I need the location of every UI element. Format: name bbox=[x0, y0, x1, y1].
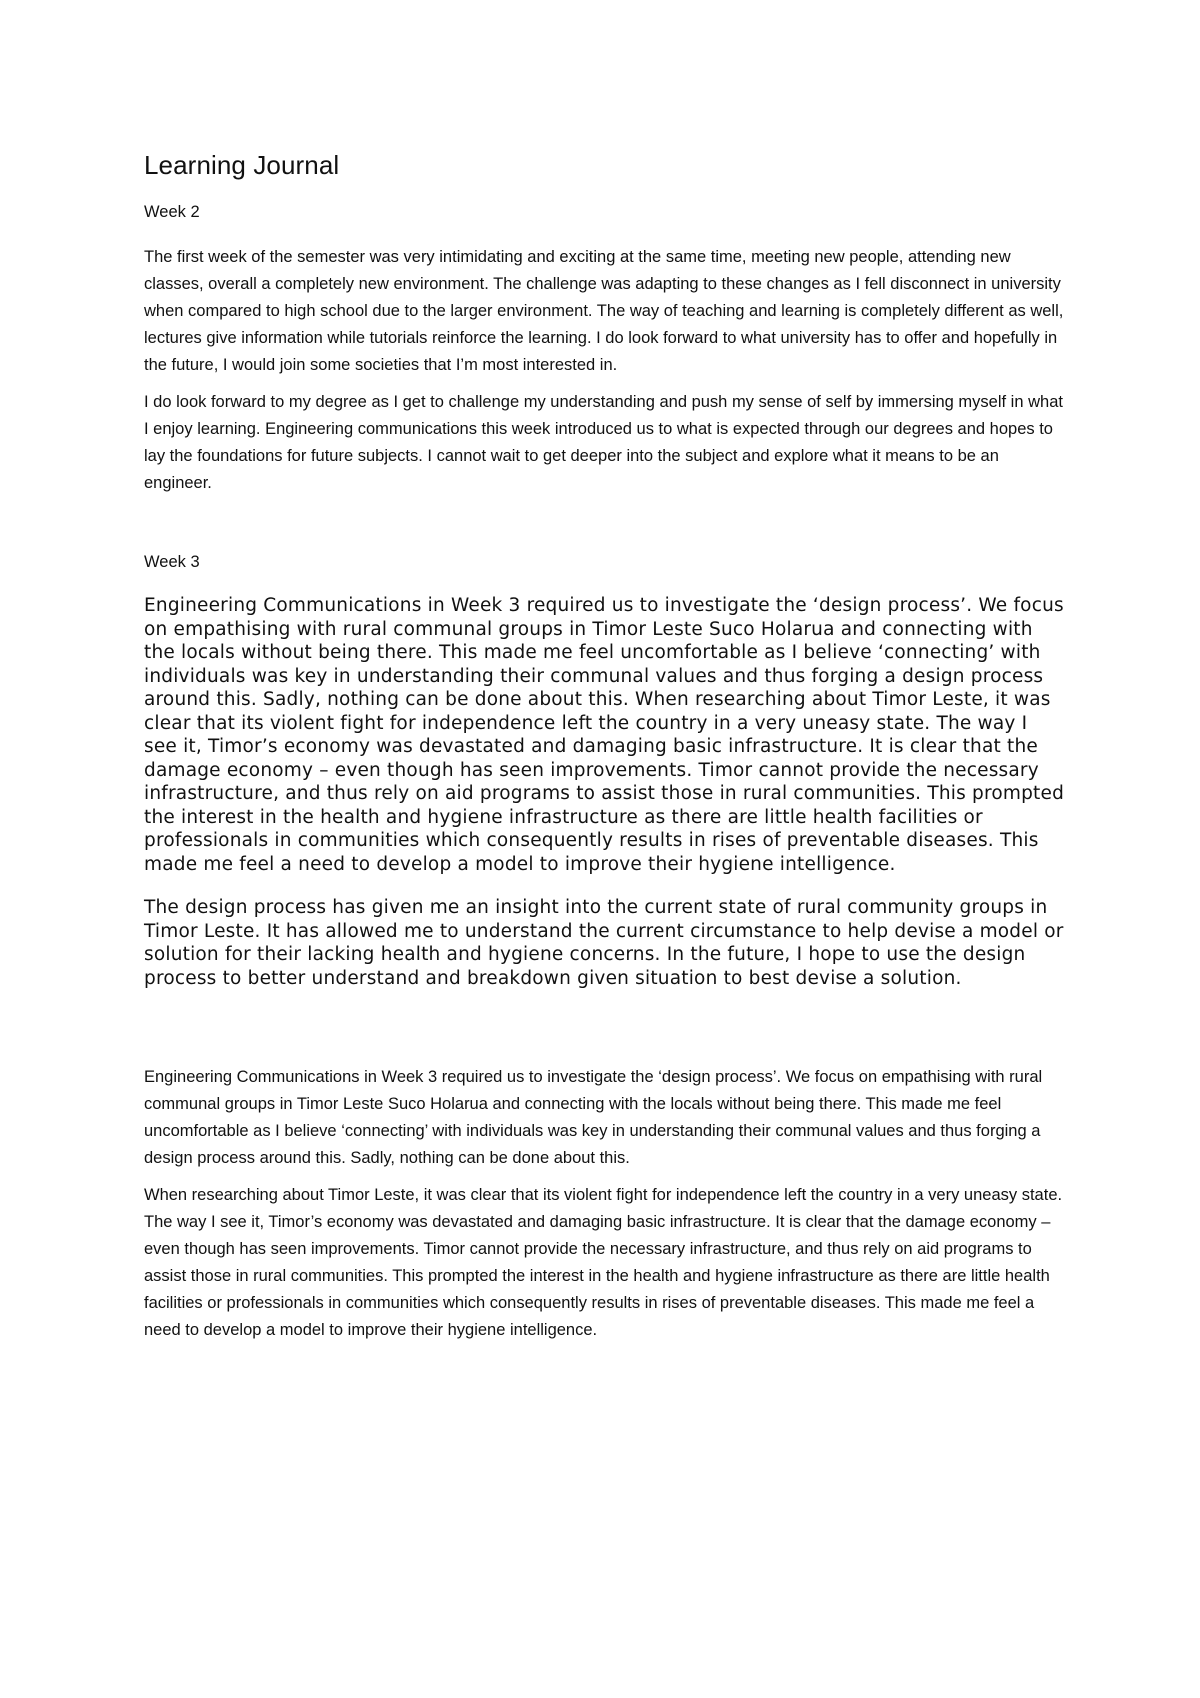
week-3-paragraph: The design process has given me an insight into the current state of rural community groups in Timor Leste. It has allowed me to understand the current circumstance to help devise a model or solution for their lacking health and hygiene concerns. In the future, I hope to use the design process to better understand and breakdown given situation to best devise a solution. bbox=[144, 897, 1064, 989]
week-2-paragraph: The first week of the semester was very intimidating and exciting at the same time, meeting new people, attending new classes, overall a completely new environment. The challenge was adapting to these changes as I fell disconnect in university when compared to high school due to the larger environment. The way of teaching and learning is completely different as well, lectures give information while tutorials reinforce the learning. I do look forward to what university has to offer and hopefully in the future, I would join some societies that I’m most interested in. bbox=[144, 248, 1064, 374]
week-2-paragraph: I do look forward to my degree as I get to challenge my understanding and push my sense of self by immersing myself in what I enjoy learning. Engineering communications this week introduced us to what is expected through our degrees and hopes to lay the foundations for future subjects. I cannot wait to get deeper into the subject and explore what it means to be an engineer. bbox=[144, 393, 1063, 492]
page-title: Learning Journal bbox=[144, 150, 340, 180]
spacer bbox=[144, 1010, 1064, 1064]
repeated-week-3-paragraph: When researching about Timor Leste, it was clear that its violent fight for independence left the country in a very uneasy state. The way I see it, Timor’s economy was devastated and damaging basic infrastructure. It is clear that the damage economy – even though has seen improvements. Timor cannot provide the necessary infrastructure, and thus rely on aid programs to assist those in rural communities. This prompted the interest in the health and hygiene infrastructure as there are little health facilities or professionals in communities which consequently results in rises of preventable diseases. This made me feel a need to develop a model to improve their hygiene intelligence. bbox=[144, 1186, 1063, 1339]
week-3-paragraph: Engineering Communications in Week 3 required us to investigate the ‘design process’. We focus on empathising with rural communal groups in Timor Leste Suco Holarua and connecting with the locals without being there. This made me feel uncomfortable as I believe ‘connecting’ with individuals was key in understanding their communal values and thus forging a design process around this. Sadly, nothing can be done about this. When researching about Timor Leste, it was clear that its violent fight for independence left the country in a very uneasy state. The way I see it, Timor’s economy was devastated and damaging basic infrastructure. It is clear that the damage economy – even though has seen improvements. Timor cannot provide the necessary infrastructure, and thus rely on aid programs to assist those in rural communities. This prompted the interest in the health and hygiene infrastructure as there are little health facilities or professionals in communities which consequently results in rises of preventable diseases. This made me feel a need to develop a model to improve their hygiene intelligence. bbox=[144, 595, 1065, 875]
week-2-heading: Week 2 bbox=[144, 203, 200, 221]
spacer bbox=[144, 507, 1064, 553]
document-body bbox=[144, 150, 1064, 1354]
repeated-week-3-paragraph: Engineering Communications in Week 3 required us to investigate the ‘design process’. We focus on empathising with rural communal groups in Timor Leste Suco Holarua and connecting with the locals without being there. This made me feel uncomfortable as I believe ‘connecting’ with individuals was key in understanding their communal values and thus forging a design process around this. Sadly, nothing can be done about this. bbox=[144, 1068, 1043, 1167]
week-3-heading: Week 3 bbox=[144, 553, 200, 571]
